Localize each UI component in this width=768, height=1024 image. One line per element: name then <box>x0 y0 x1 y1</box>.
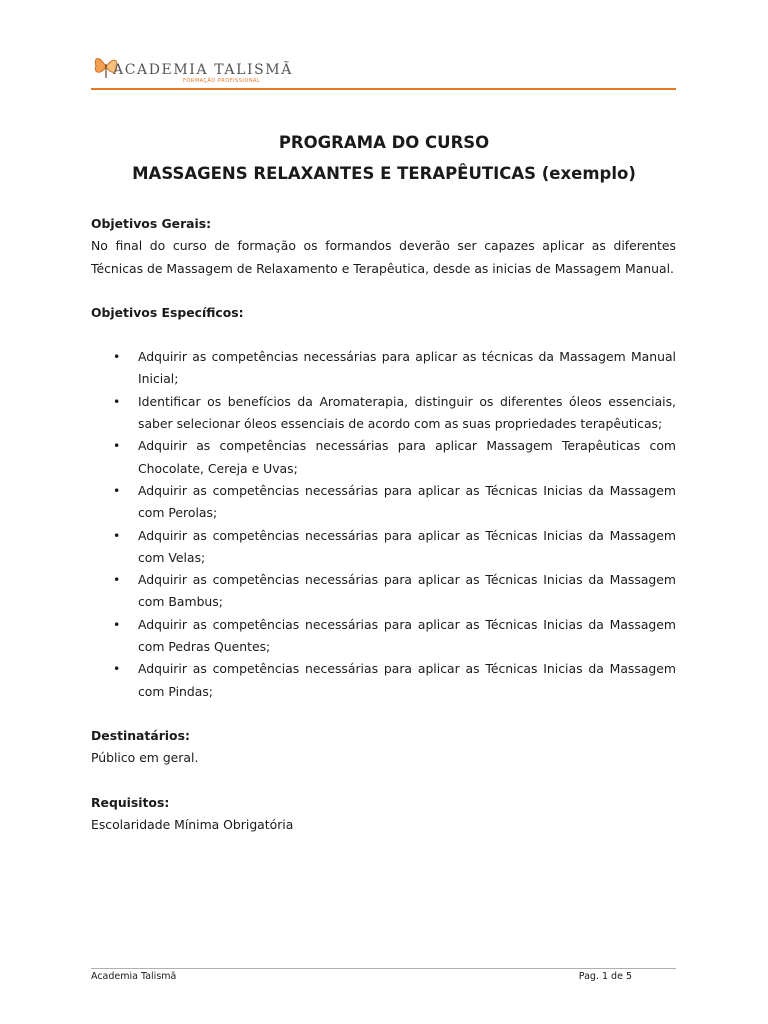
requisitos-text: Escolaridade Mínima Obrigatória <box>91 816 294 832</box>
document-body <box>91 213 676 836</box>
logo-tagline: FORMAÇÃO PROFISSIONAL <box>183 78 261 84</box>
requisitos-heading: Requisitos: <box>91 794 170 810</box>
objetivos-gerais-text: No final do curso de formação os formandos deverão ser capazes aplicar as diferentes Técnicas de Massagem de Relaxamento e Terapêutica, desde as inicias de Massagem Manual. <box>91 238 676 276</box>
bullet-icon: • <box>113 482 121 498</box>
bullet-icon: • <box>113 438 121 454</box>
document-title: PROGRAMA DO CURSO <box>278 133 490 152</box>
objetivos-gerais-heading: Objetivos Gerais: <box>91 216 212 231</box>
list-item: • Adquirir as competências necessárias para aplicar Massagem Terapêuticas com Chocolate, Cereja e Uvas; <box>91 435 676 480</box>
footer-company: Academia Talismã <box>91 971 177 982</box>
list-item: • Adquirir as competências necessárias para aplicar as Técnicas Inicias da Massagem com Velas; <box>91 525 676 570</box>
page-number: Pag. 1 de 5 <box>578 971 632 982</box>
bullet-icon: • <box>113 661 121 677</box>
bullet-icon: • <box>113 616 121 632</box>
list-item: • Adquirir as competências necessárias para aplicar as Técnicas Inicias da Massagem com Pedras Quentes; <box>91 614 676 659</box>
list-item: • Adquirir as competências necessárias para aplicar as Técnicas Inicias da Massagem com Perolas; <box>91 480 676 525</box>
objetivos-especificos-heading: Objetivos Específicos: <box>91 304 244 320</box>
bullet-icon: • <box>113 572 121 588</box>
list-item: • Adquirir as competências necessárias para aplicar as Técnicas Inicias da Massagem com Pindas; <box>91 658 676 703</box>
bullet-icon: • <box>113 527 121 543</box>
list-item: • Adquirir as competências necessárias para aplicar as Técnicas Inicias da Massagem com Bambus; <box>91 569 676 614</box>
list-item: • Identificar os benefícios da Aromaterapia, distinguir os diferentes óleos essenciais, saber selecionar óleos essenciais de acordo com as suas propriedades terapêuticas; <box>91 391 676 436</box>
list-item: • Adquirir as competências necessárias para aplicar as técnicas da Massagem Manual Inicial; <box>91 346 676 391</box>
bullet-icon: • <box>113 349 121 365</box>
page-header <box>91 50 676 90</box>
bullet-icon: • <box>113 393 121 409</box>
objetivos-list <box>91 346 676 703</box>
logo-name: ACADEMIA TALISMÃ <box>113 62 293 78</box>
destinatarios-text: Público em geral. <box>91 750 199 766</box>
page-footer <box>91 968 676 982</box>
destinatarios-heading: Destinatários: <box>91 727 190 743</box>
document-subtitle: MASSAGENS RELAXANTES E TERAPÊUTICAS (exemplo) <box>132 164 636 183</box>
